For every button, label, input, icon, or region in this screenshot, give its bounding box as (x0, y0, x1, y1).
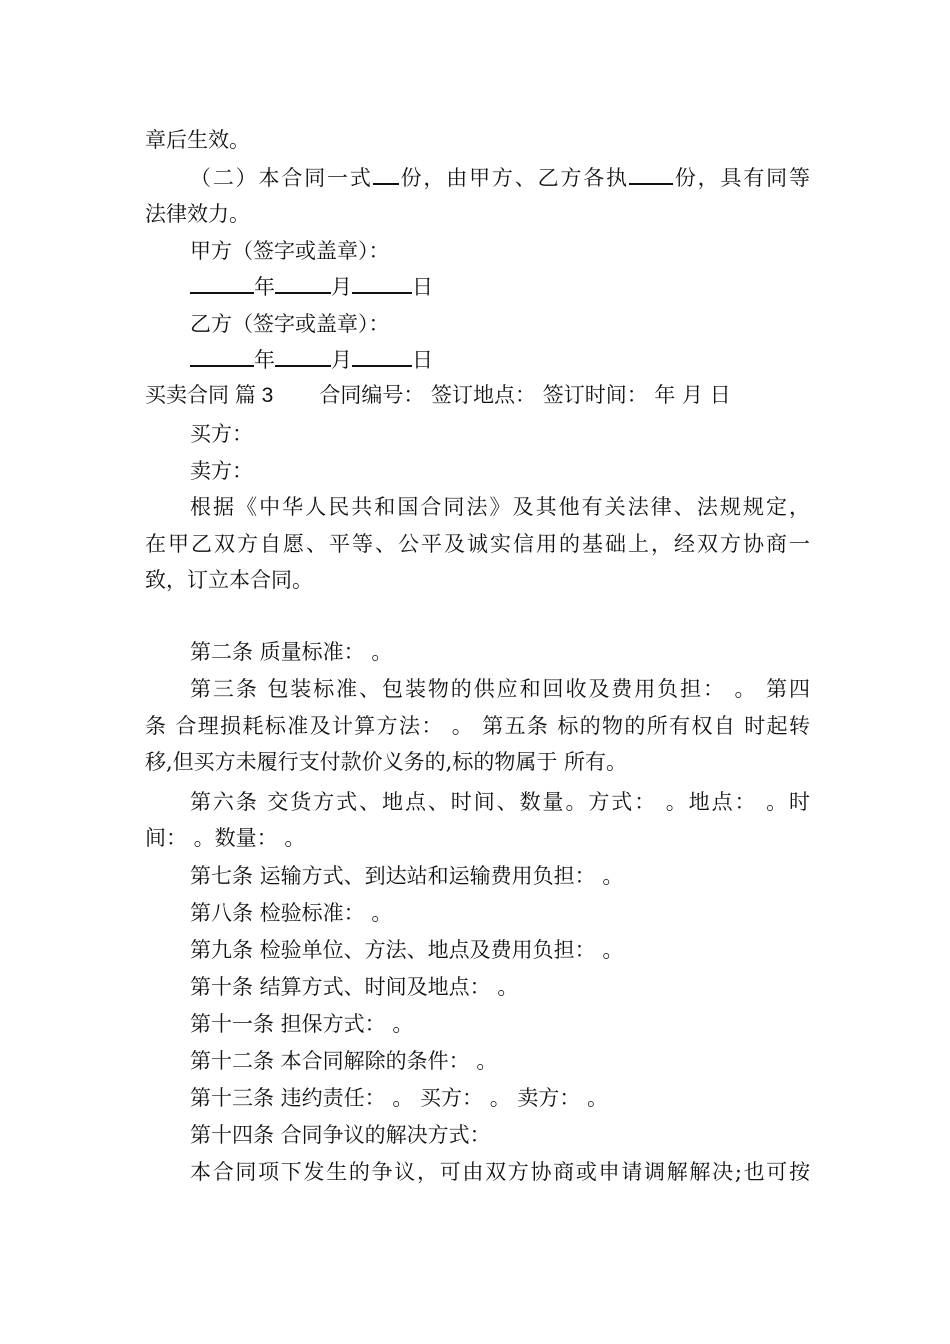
article-6 (190, 788, 810, 816)
article-text: 第七条 运输方式、到达站和运输费用负担： 。 (190, 864, 624, 888)
copies-text-a: （二）本合同一式 (190, 166, 373, 190)
month-blank (275, 272, 331, 294)
article-text: 移,但买方未履行支付款价义务的,标的物属于 所有。 (145, 750, 628, 774)
text-line (145, 126, 810, 154)
article-text: 第十三条 违约责任： 。 买方： 。 卖方： 。 (190, 1086, 609, 1110)
seller-label: 卖方： (190, 459, 253, 483)
year-label: 年 (254, 275, 275, 299)
party-b-signature (190, 310, 810, 338)
article-text: 第十二条 本合同解除的条件： 。 (190, 1049, 498, 1073)
article-text: 第九条 检验单位、方法、地点及费用负担： 。 (190, 938, 624, 962)
party-b-label: 乙方（签字或盖章）： (190, 312, 390, 336)
contract-meta: 合同编号： 签订地点： 签订时间： 年 月 日 (319, 383, 731, 407)
article-14 (190, 1121, 810, 1149)
article-6-cont (145, 824, 810, 852)
day-label: 日 (412, 348, 433, 372)
day-blank (352, 272, 412, 294)
article-text: 条 合理损耗标准及计算方法： 。 第五条 标的物的所有权自 时起转 (145, 714, 810, 738)
article-text: 第八条 检验标准： 。 (190, 901, 393, 925)
text-line (145, 200, 810, 228)
day-label: 日 (412, 275, 433, 299)
month-blank (275, 345, 331, 367)
seller-line (190, 457, 810, 485)
party-a-signature (190, 237, 810, 265)
buyer-label: 买方： (190, 422, 253, 446)
article-text: 第六条 交货方式、地点、时间、数量。方式： 。地点： 。时 (190, 790, 810, 814)
copies-text-c: 份，具有同等 (672, 166, 810, 190)
copies-blank (373, 163, 399, 185)
party-a-date (190, 272, 810, 300)
month-label: 月 (331, 348, 352, 372)
article-11 (190, 1010, 810, 1038)
year-blank (190, 272, 254, 294)
article-13 (190, 1084, 810, 1112)
article-text: 本合同项下发生的争议，可由双方协商或申请调解解决;也可按 (190, 1160, 810, 1184)
buyer-line (190, 420, 810, 448)
article-text: 第二条 质量标准： 。 (190, 640, 393, 664)
article-text: 第三条 包装标准、包装物的供应和回收及费用负担： 。 第四 (190, 677, 810, 701)
intro-paragraph-line (145, 566, 810, 594)
article-text: 第十一条 担保方式： 。 (190, 1012, 414, 1036)
line-text: 法律效力。 (145, 202, 250, 226)
intro-text: 在甲乙双方自愿、平等、公平及诚实信用的基础上，经双方协商一 (145, 532, 810, 556)
article-10 (190, 973, 810, 1001)
copies-each-blank (629, 163, 673, 185)
article-12 (190, 1047, 810, 1075)
article-7 (190, 862, 810, 890)
article-3-cont (145, 712, 810, 740)
line-text: 章后生效。 (145, 128, 250, 152)
article-2 (190, 638, 810, 666)
day-blank (352, 345, 412, 367)
article-text: 第十四条 合同争议的解决方式： (190, 1123, 491, 1147)
article-9 (190, 936, 810, 964)
month-label: 月 (331, 275, 352, 299)
intro-paragraph-line (190, 493, 810, 521)
intro-text: 致，订立本合同。 (145, 568, 313, 592)
contract-title: 买卖合同 篇 3 (145, 384, 274, 407)
intro-text: 根据《中华人民共和国合同法》及其他有关法律、法规规定， (190, 495, 810, 519)
intro-paragraph-line (145, 530, 810, 558)
article-8 (190, 899, 810, 927)
year-blank (190, 345, 254, 367)
article-14-text (190, 1158, 810, 1186)
contract-heading (145, 381, 810, 409)
copies-clause (190, 163, 810, 191)
party-b-date (190, 345, 810, 373)
copies-text-b: 份，由甲方、乙方各执 (398, 166, 629, 190)
article-3 (190, 675, 810, 703)
party-a-label: 甲方（签字或盖章）： (190, 239, 390, 263)
article-text: 间： 。数量： 。 (145, 826, 306, 850)
article-text: 第十条 结算方式、时间及地点： 。 (190, 975, 519, 999)
year-label: 年 (254, 348, 275, 372)
article-3-cont (145, 748, 810, 776)
